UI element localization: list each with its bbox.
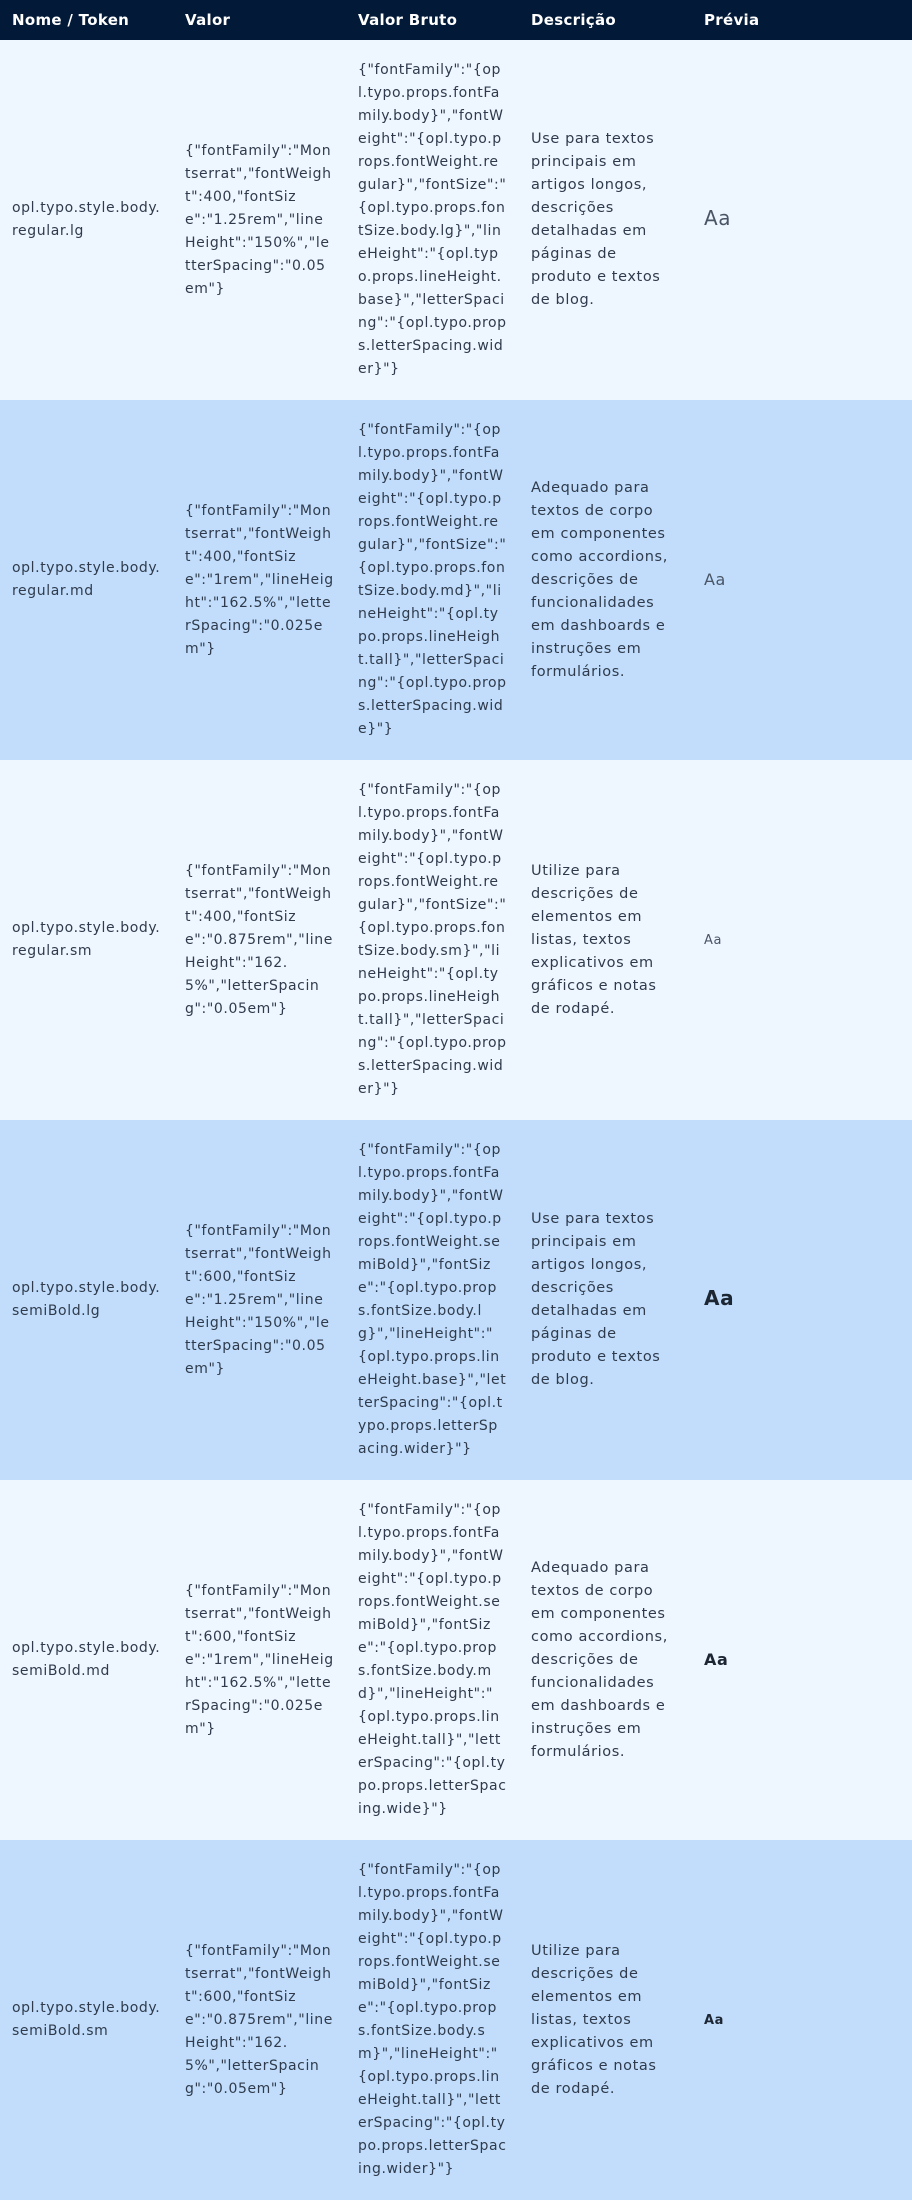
table-header: [0, 0, 912, 40]
token-description: Adequado para textos de corpo em componentes como accordions, descrições de funcionalidades em dashboards e instruções em formulários.: [531, 479, 668, 680]
token-preview-cell: [692, 40, 912, 400]
token-preview: Aa: [704, 1286, 735, 1310]
token-raw-value: {"fontFamily":"{opl.typo.props.fontFamily.body}","fontWeight":"{opl.typo.props.fontWeight.regular}","fontSize":"{opl.typo.props.fontSize.body.sm}","lineHeight":"{opl.typo.props.lineHeight.tall}","letterSpacing":"{opl.typo.props.letterSpacing.wider}"}: [358, 782, 507, 1097]
header-description: Descrição: [531, 11, 617, 29]
table-row: [0, 40, 912, 400]
token-preview: Aa: [704, 2012, 725, 2028]
token-raw-value: {"fontFamily":"{opl.typo.props.fontFamily.body}","fontWeight":"{opl.typo.props.fontWeight.semiBold}","fontSize":"{opl.typo.props.fontSize.body.sm}","lineHeight":"{opl.typo.props.lineHeight.tall}","letterSpacing":"{opl.typo.props.letterSpacing.wider}"}: [358, 1862, 507, 2177]
token-value: {"fontFamily":"Montserrat","fontWeight":600,"fontSize":"1.25rem","lineHeight":"150%","letterSpacing":"0.05em"}: [185, 1222, 332, 1377]
token-name: opl.typo.style.body.semiBold.sm: [12, 2000, 161, 2039]
token-preview: Aa: [704, 932, 723, 948]
token-name: opl.typo.style.body.regular.md: [12, 560, 161, 599]
token-value: {"fontFamily":"Montserrat","fontWeight":400,"fontSize":"1.25rem","lineHeight":"150%","letterSpacing":"0.05em"}: [185, 142, 332, 297]
token-description: Use para textos principais em artigos longos, descrições detalhadas em páginas de produto e textos de blog.: [531, 131, 661, 308]
token-description: Utilize para descrições de elementos em listas, textos explicativos em gráficos e notas de rodapé.: [531, 1942, 657, 2097]
token-description: Utilize para descrições de elementos em listas, textos explicativos em gráficos e notas de rodapé.: [531, 862, 657, 1017]
table-row: [0, 760, 912, 1120]
token-value: {"fontFamily":"Montserrat","fontWeight":400,"fontSize":"1rem","lineHeight":"162.5%","letterSpacing":"0.025em"}: [185, 502, 334, 657]
header-value: Valor: [185, 11, 231, 29]
table-body: [0, 40, 912, 2200]
token-raw-value: {"fontFamily":"{opl.typo.props.fontFamily.body}","fontWeight":"{opl.typo.props.fontWeight.semiBold}","fontSize":"{opl.typo.props.fontSize.body.lg}","lineHeight":"{opl.typo.props.lineHeight.base}","letterSpacing":"{opl.typo.props.letterSpacing.wider}"}: [358, 1142, 507, 1457]
token-name: opl.typo.style.body.regular.lg: [12, 200, 161, 239]
token-raw-value: {"fontFamily":"{opl.typo.props.fontFamily.body}","fontWeight":"{opl.typo.props.fontWeight.regular}","fontSize":"{opl.typo.props.fontSize.body.lg}","lineHeight":"{opl.typo.props.lineHeight.base}","letterSpacing":"{opl.typo.props.letterSpacing.wider}"}: [358, 62, 507, 377]
token-description: Use para textos principais em artigos longos, descrições detalhadas em páginas de produto e textos de blog.: [531, 1211, 661, 1388]
token-name: opl.typo.style.body.regular.sm: [12, 920, 161, 959]
table-row: [0, 400, 912, 760]
table-row: [0, 1840, 912, 2200]
token-preview: Aa: [704, 1649, 729, 1669]
token-name: opl.typo.style.body.semiBold.lg: [12, 1280, 161, 1319]
header-name: Nome / Token: [12, 11, 130, 29]
token-name: opl.typo.style.body.semiBold.md: [12, 1640, 161, 1679]
header-row: [0, 0, 912, 40]
header-raw-value: Valor Bruto: [358, 11, 458, 29]
table-row: [0, 1120, 912, 1480]
token-value: {"fontFamily":"Montserrat","fontWeight":400,"fontSize":"0.875rem","lineHeight":"162.5%","letterSpacing":"0.05em"}: [185, 862, 333, 1017]
token-preview-cell: [692, 400, 912, 760]
token-preview: Aa: [704, 569, 726, 589]
token-preview-cell: [692, 1120, 912, 1480]
token-value: {"fontFamily":"Montserrat","fontWeight":600,"fontSize":"1rem","lineHeight":"162.5%","letterSpacing":"0.025em"}: [185, 1582, 334, 1737]
token-preview-cell: [692, 1840, 912, 2200]
token-preview-cell: [692, 760, 912, 1120]
token-raw-value: {"fontFamily":"{opl.typo.props.fontFamily.body}","fontWeight":"{opl.typo.props.fontWeight.semiBold}","fontSize":"{opl.typo.props.fontSize.body.md}","lineHeight":"{opl.typo.props.lineHeight.tall}","letterSpacing":"{opl.typo.props.letterSpacing.wide}"}: [358, 1502, 507, 1817]
token-value: {"fontFamily":"Montserrat","fontWeight":600,"fontSize":"0.875rem","lineHeight":"162.5%","letterSpacing":"0.05em"}: [185, 1942, 333, 2097]
token-preview-cell: [692, 1480, 912, 1840]
token-raw-value: {"fontFamily":"{opl.typo.props.fontFamily.body}","fontWeight":"{opl.typo.props.fontWeight.regular}","fontSize":"{opl.typo.props.fontSize.body.md}","lineHeight":"{opl.typo.props.lineHeight.tall}","letterSpacing":"{opl.typo.props.letterSpacing.wide}"}: [358, 422, 507, 737]
token-preview: Aa: [704, 206, 732, 230]
table-row: [0, 1480, 912, 1840]
token-description: Adequado para textos de corpo em componentes como accordions, descrições de funcionalidades em dashboards e instruções em formulários.: [531, 1559, 668, 1760]
header-preview: Prévia: [704, 11, 760, 29]
